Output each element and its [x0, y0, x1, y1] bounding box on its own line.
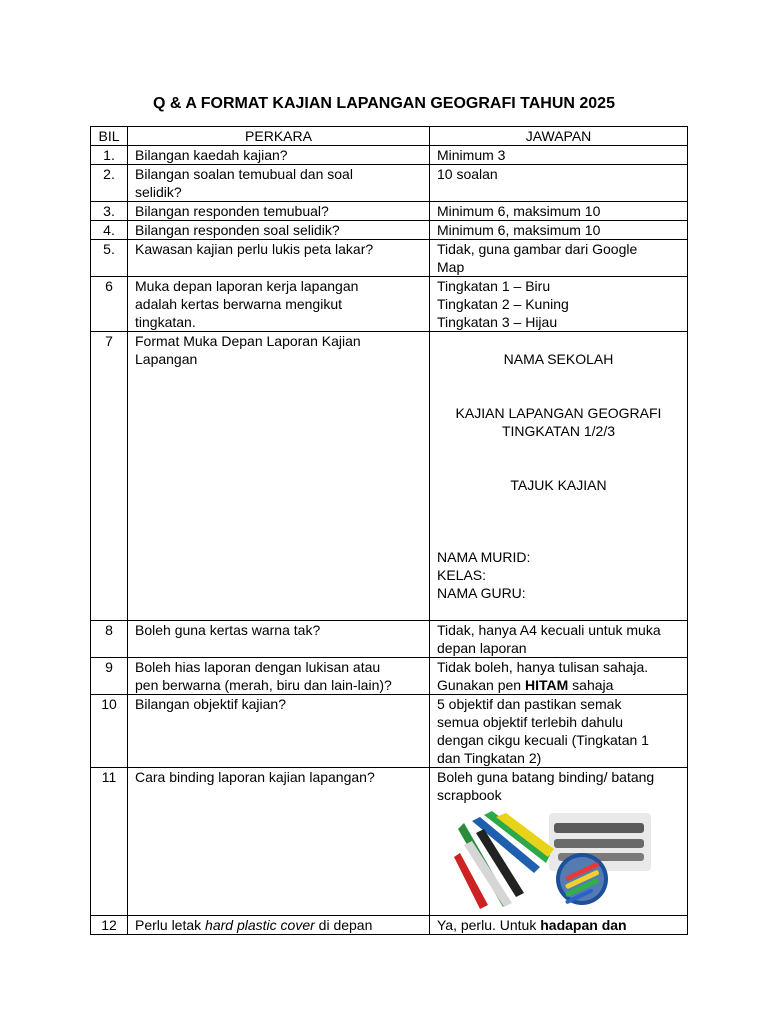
perkara-cell — [128, 277, 430, 332]
perkara-line: Kawasan kajian perlu lukis peta lakar? — [135, 241, 374, 257]
perkara-line: Bilangan responden temubual? — [135, 203, 329, 219]
jawapan-text: Gunakan pen — [437, 677, 525, 693]
jawapan-text: sahaja — [568, 677, 614, 693]
cover-topic: TAJUK KAJIAN — [510, 477, 607, 493]
perkara-cell — [128, 916, 430, 935]
table-row — [91, 332, 688, 621]
perkara-line: Boleh hias laporan dengan lukisan atau — [135, 659, 381, 675]
jawapan-bold-text: HITAM — [524, 677, 569, 693]
cover-class: KELAS: — [437, 567, 487, 583]
jawapan-cell — [430, 621, 688, 658]
jawapan-cell — [430, 240, 688, 277]
perkara-text: di depan — [314, 917, 373, 933]
perkara-cell — [128, 658, 430, 695]
perkara-cell — [128, 221, 430, 240]
cover-student-name: NAMA MURID: — [437, 549, 531, 565]
jawapan-line: Tidak, hanya A4 kecuali untuk muka — [437, 622, 661, 638]
jawapan-bold-text: hadapan dan — [540, 917, 627, 933]
header-bil: BIL — [91, 127, 128, 146]
jawapan-line: Minimum 3 — [437, 147, 506, 163]
table-row — [91, 240, 688, 277]
header-perkara: PERKARA — [128, 127, 430, 146]
jawapan-line — [437, 676, 680, 694]
jawapan-line: Tidak boleh, hanya tulisan sahaja. — [437, 659, 649, 675]
cover-study-title: KAJIAN LAPANGAN GEOGRAFI — [455, 405, 662, 421]
cover-teacher-name: NAMA GURU: — [437, 585, 526, 601]
comb-binding-spine — [554, 823, 644, 861]
table-row — [91, 916, 688, 935]
row-number: 3. — [91, 202, 128, 221]
table-header-row — [91, 127, 688, 146]
table-row — [91, 221, 688, 240]
row-number: 12 — [91, 916, 128, 935]
jawapan-cell — [430, 916, 688, 935]
table-row — [91, 658, 688, 695]
jawapan-line: 10 soalan — [437, 166, 498, 182]
row-number: 4. — [91, 221, 128, 240]
jawapan-line: dengan cikgu kecuali (Tingkatan 1 — [437, 732, 649, 748]
table-row — [91, 768, 688, 916]
row-number: 1. — [91, 146, 128, 165]
jawapan-cell — [430, 165, 688, 202]
perkara-line: adalah kertas berwarna mengikut — [135, 296, 343, 312]
jawapan-text: Ya, perlu. Untuk — [437, 917, 541, 933]
perkara-line: Lapangan — [135, 351, 198, 367]
perkara-line: Cara binding laporan kajian lapangan? — [135, 769, 375, 785]
jawapan-line: dan Tingkatan 2) — [437, 750, 542, 766]
perkara-line — [135, 916, 422, 934]
jawapan-cell — [430, 202, 688, 221]
perkara-cell — [128, 165, 430, 202]
qa-table — [90, 126, 688, 935]
row-number: 7 — [91, 332, 128, 621]
perkara-line: Bilangan soalan temubual dan soal — [135, 166, 353, 182]
jawapan-cell — [430, 658, 688, 695]
table-row — [91, 202, 688, 221]
perkara-line: Bilangan kaedah kajian? — [135, 147, 288, 163]
jawapan-line: Minimum 6, maksimum 10 — [437, 203, 601, 219]
row-number: 8 — [91, 621, 128, 658]
row-number: 5. — [91, 240, 128, 277]
perkara-line: Muka depan laporan kerja lapangan — [135, 278, 359, 294]
perkara-cell — [128, 768, 430, 916]
perkara-cell — [128, 240, 430, 277]
perkara-cell — [128, 146, 430, 165]
row-number: 9 — [91, 658, 128, 695]
row-number: 10 — [91, 695, 128, 768]
jawapan-line: Tidak, guna gambar dari Google — [437, 241, 638, 257]
table-row — [91, 146, 688, 165]
perkara-line: Boleh guna kertas warna tak? — [135, 622, 321, 638]
perkara-cell — [128, 621, 430, 658]
jawapan-line: Tingkatan 3 – Hijau — [437, 314, 558, 330]
row-number: 2. — [91, 165, 128, 202]
cover-school-name: NAMA SEKOLAH — [503, 351, 614, 367]
perkara-line: pen berwarna (merah, biru dan lain-lain)? — [135, 677, 392, 693]
jawapan-line: depan laporan — [437, 640, 527, 656]
jawapan-cell — [430, 768, 688, 916]
jawapan-line: Tingkatan 1 – Biru — [437, 278, 551, 294]
jawapan-cell — [430, 221, 688, 240]
document-title: Q & A FORMAT KAJIAN LAPANGAN GEOGRAFI TAHUN 2025 — [153, 95, 615, 112]
perkara-italic-text: hard plastic cover — [205, 917, 315, 933]
binding-bar-yellow — [496, 813, 554, 857]
perkara-line: Format Muka Depan Laporan Kajian — [135, 333, 361, 349]
binding-bars-icon — [454, 809, 654, 911]
table-row — [91, 695, 688, 768]
perkara-line: tingkatan. — [135, 314, 196, 330]
perkara-line: selidik? — [135, 184, 182, 200]
table-row — [91, 165, 688, 202]
jawapan-cell — [430, 277, 688, 332]
table-row — [91, 277, 688, 332]
jawapan-line: semua objektif terlebih dahulu — [437, 714, 624, 730]
cover-form-level: TINGKATAN 1/2/3 — [501, 423, 616, 439]
row-number: 6 — [91, 277, 128, 332]
perkara-line: Bilangan objektif kajian? — [135, 696, 286, 712]
row-number: 11 — [91, 768, 128, 916]
perkara-cell — [128, 332, 430, 621]
jawapan-line: 5 objektif dan pastikan semak — [437, 696, 622, 712]
jawapan-line: scrapbook — [437, 787, 502, 803]
jawapan-cell — [430, 695, 688, 768]
jawapan-line: Tingkatan 2 – Kuning — [437, 296, 569, 312]
perkara-line: Bilangan responden soal selidik? — [135, 222, 340, 238]
jawapan-cell — [430, 146, 688, 165]
table-row — [91, 621, 688, 658]
header-jawapan: JAWAPAN — [430, 127, 688, 146]
jawapan-line: Boleh guna batang binding/ batang — [437, 769, 655, 785]
jawapan-line: Minimum 6, maksimum 10 — [437, 222, 601, 238]
perkara-text: Perlu letak — [135, 917, 206, 933]
perkara-cell — [128, 695, 430, 768]
jawapan-line: Map — [437, 259, 465, 275]
cover-format-cell — [430, 332, 688, 621]
jawapan-line — [437, 916, 680, 934]
perkara-cell — [128, 202, 430, 221]
binding-supplies-image — [454, 809, 654, 911]
